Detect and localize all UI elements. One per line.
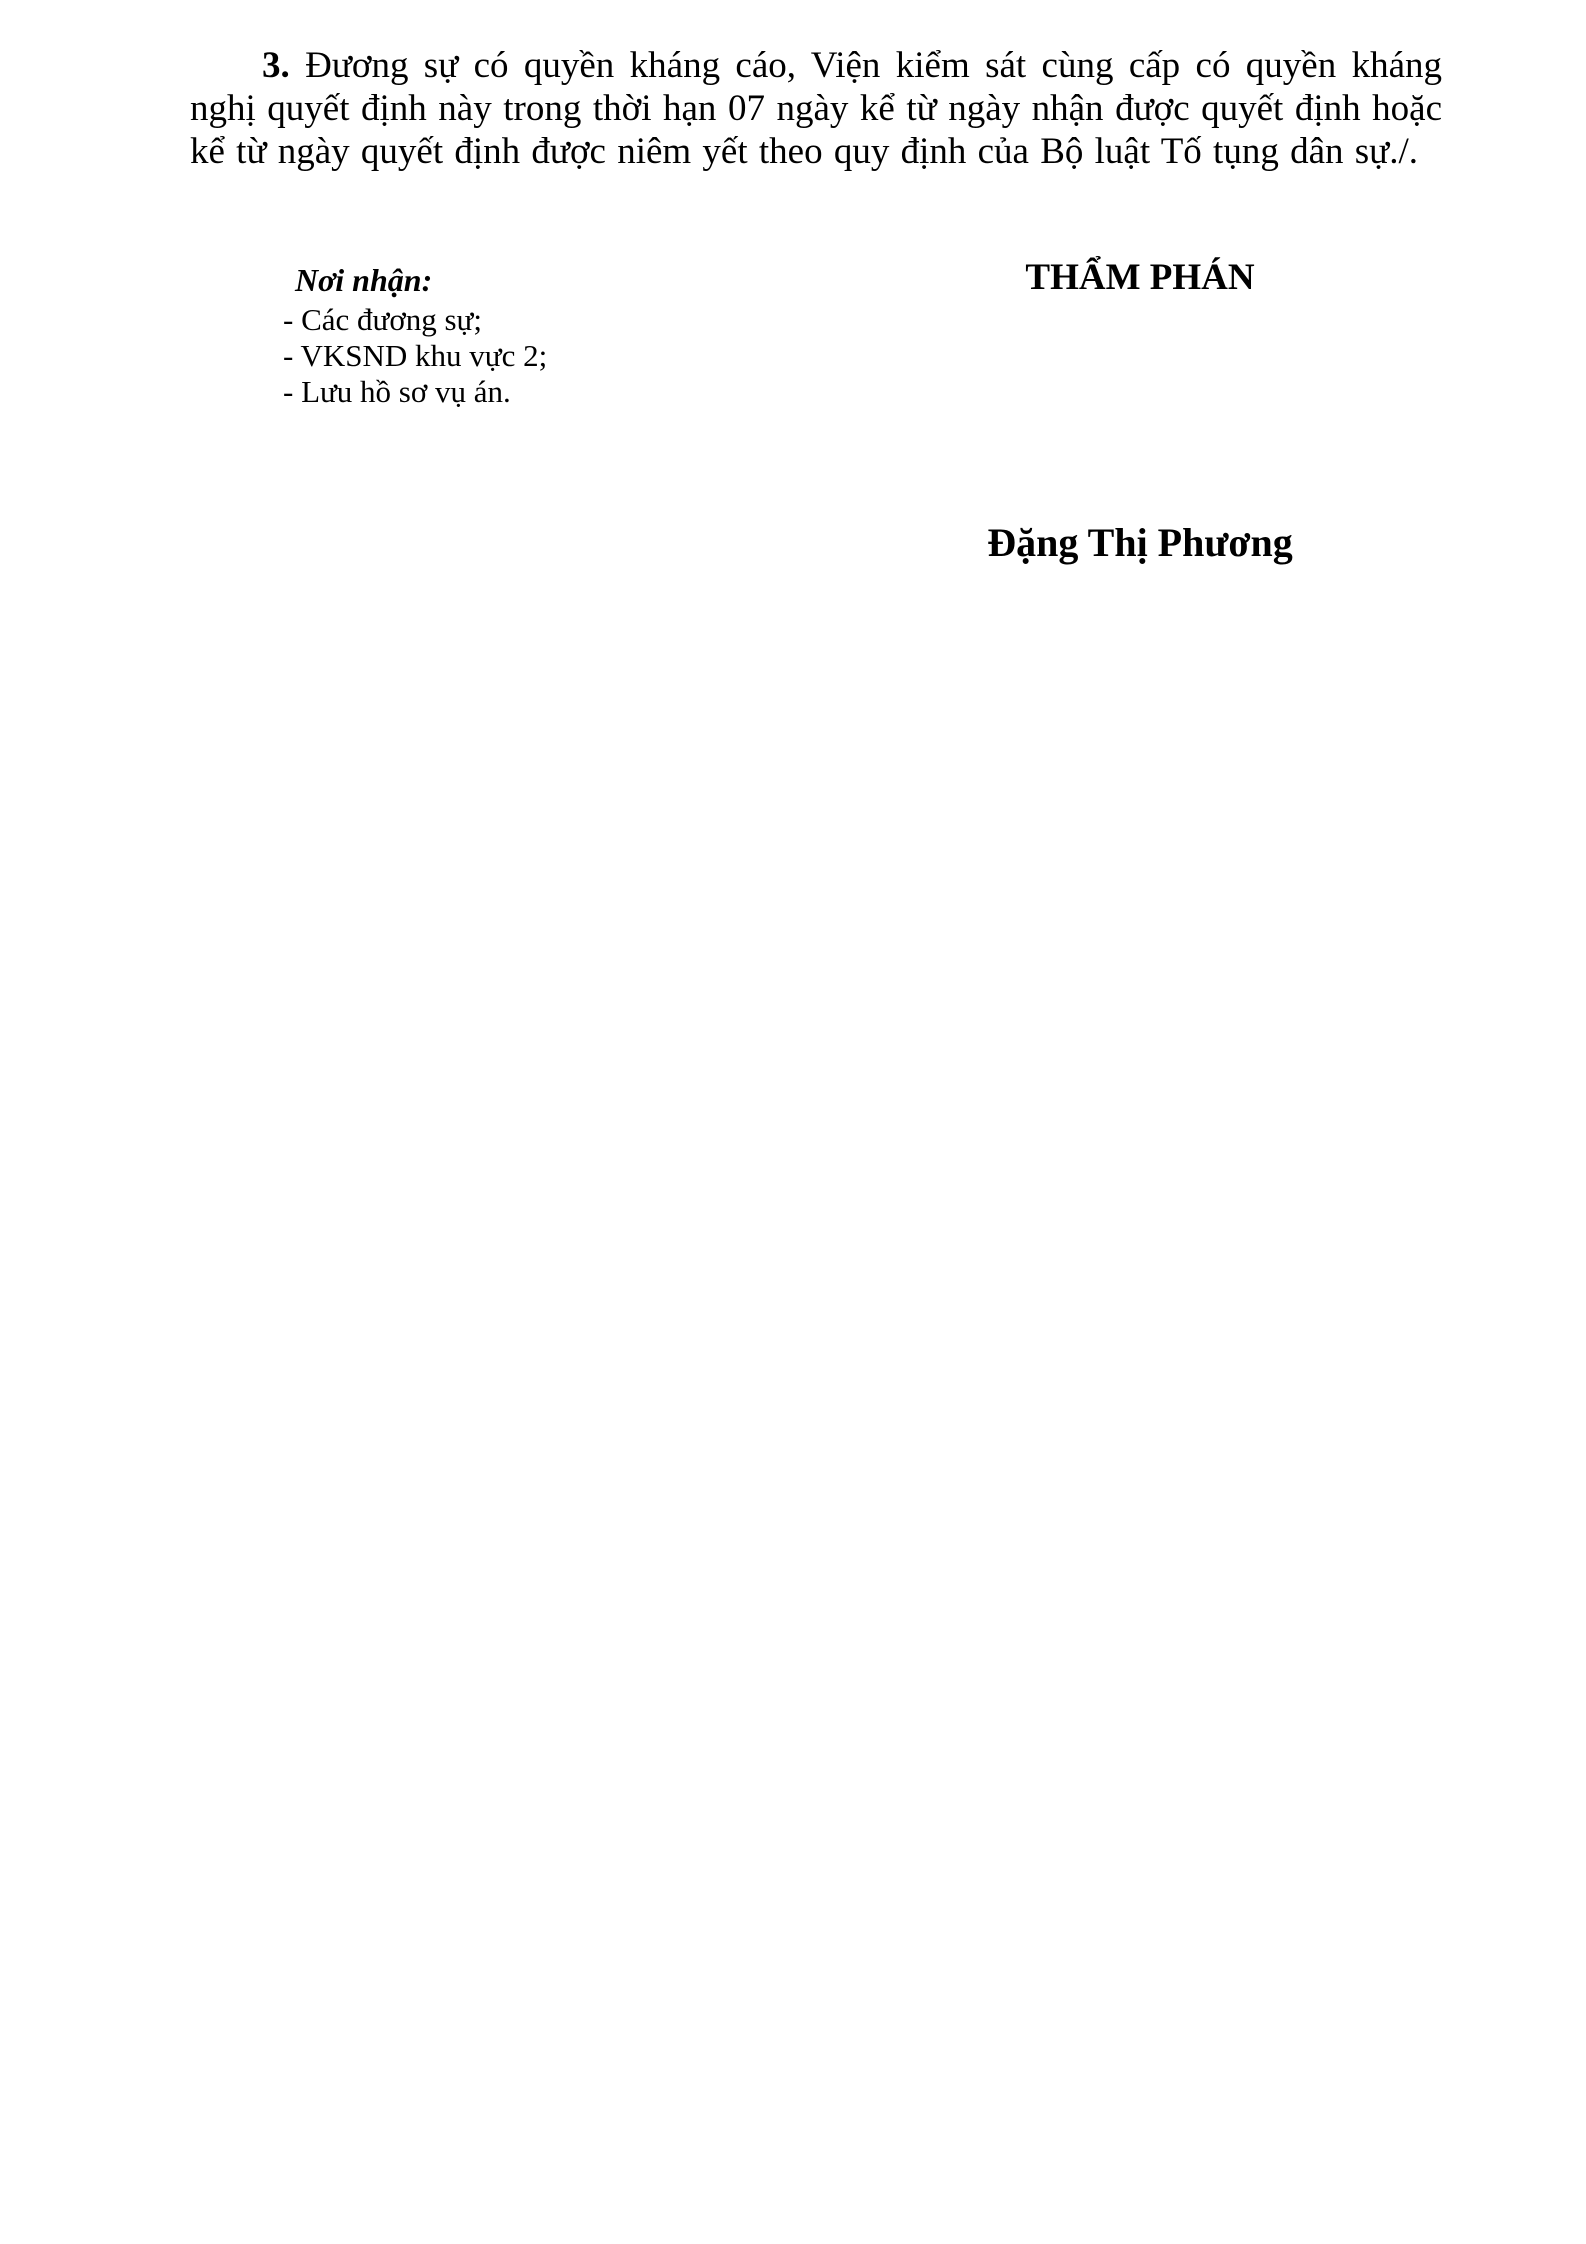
recipients-label: Nơi nhận:	[295, 262, 433, 298]
recipient-item-parties: - Các đương sự;	[283, 302, 482, 337]
recipient-item-vksnd: - VKSND khu vực 2;	[283, 338, 548, 373]
judge-title: THẨM PHÁN	[1025, 257, 1255, 298]
recipient-item-case-file: - Lưu hồ sơ vụ án.	[283, 374, 511, 409]
paragraph-number: 3.	[262, 45, 290, 86]
paragraph-text: Đương sự có quyền kháng cáo, Viện kiểm sát cùng cấp có quyền kháng nghị quyết định này trong thời hạn 07 ngày kể từ ngày nhận được quyết định hoặc kể từ ngày quyết định được niêm yết theo quy định của Bộ luật Tố tụng dân sự./.	[190, 45, 1442, 172]
decision-paragraph	[190, 44, 1442, 173]
recipients-block	[283, 262, 547, 410]
judge-name: Đặng Thị Phương	[987, 520, 1293, 565]
signature-block	[905, 256, 1375, 566]
